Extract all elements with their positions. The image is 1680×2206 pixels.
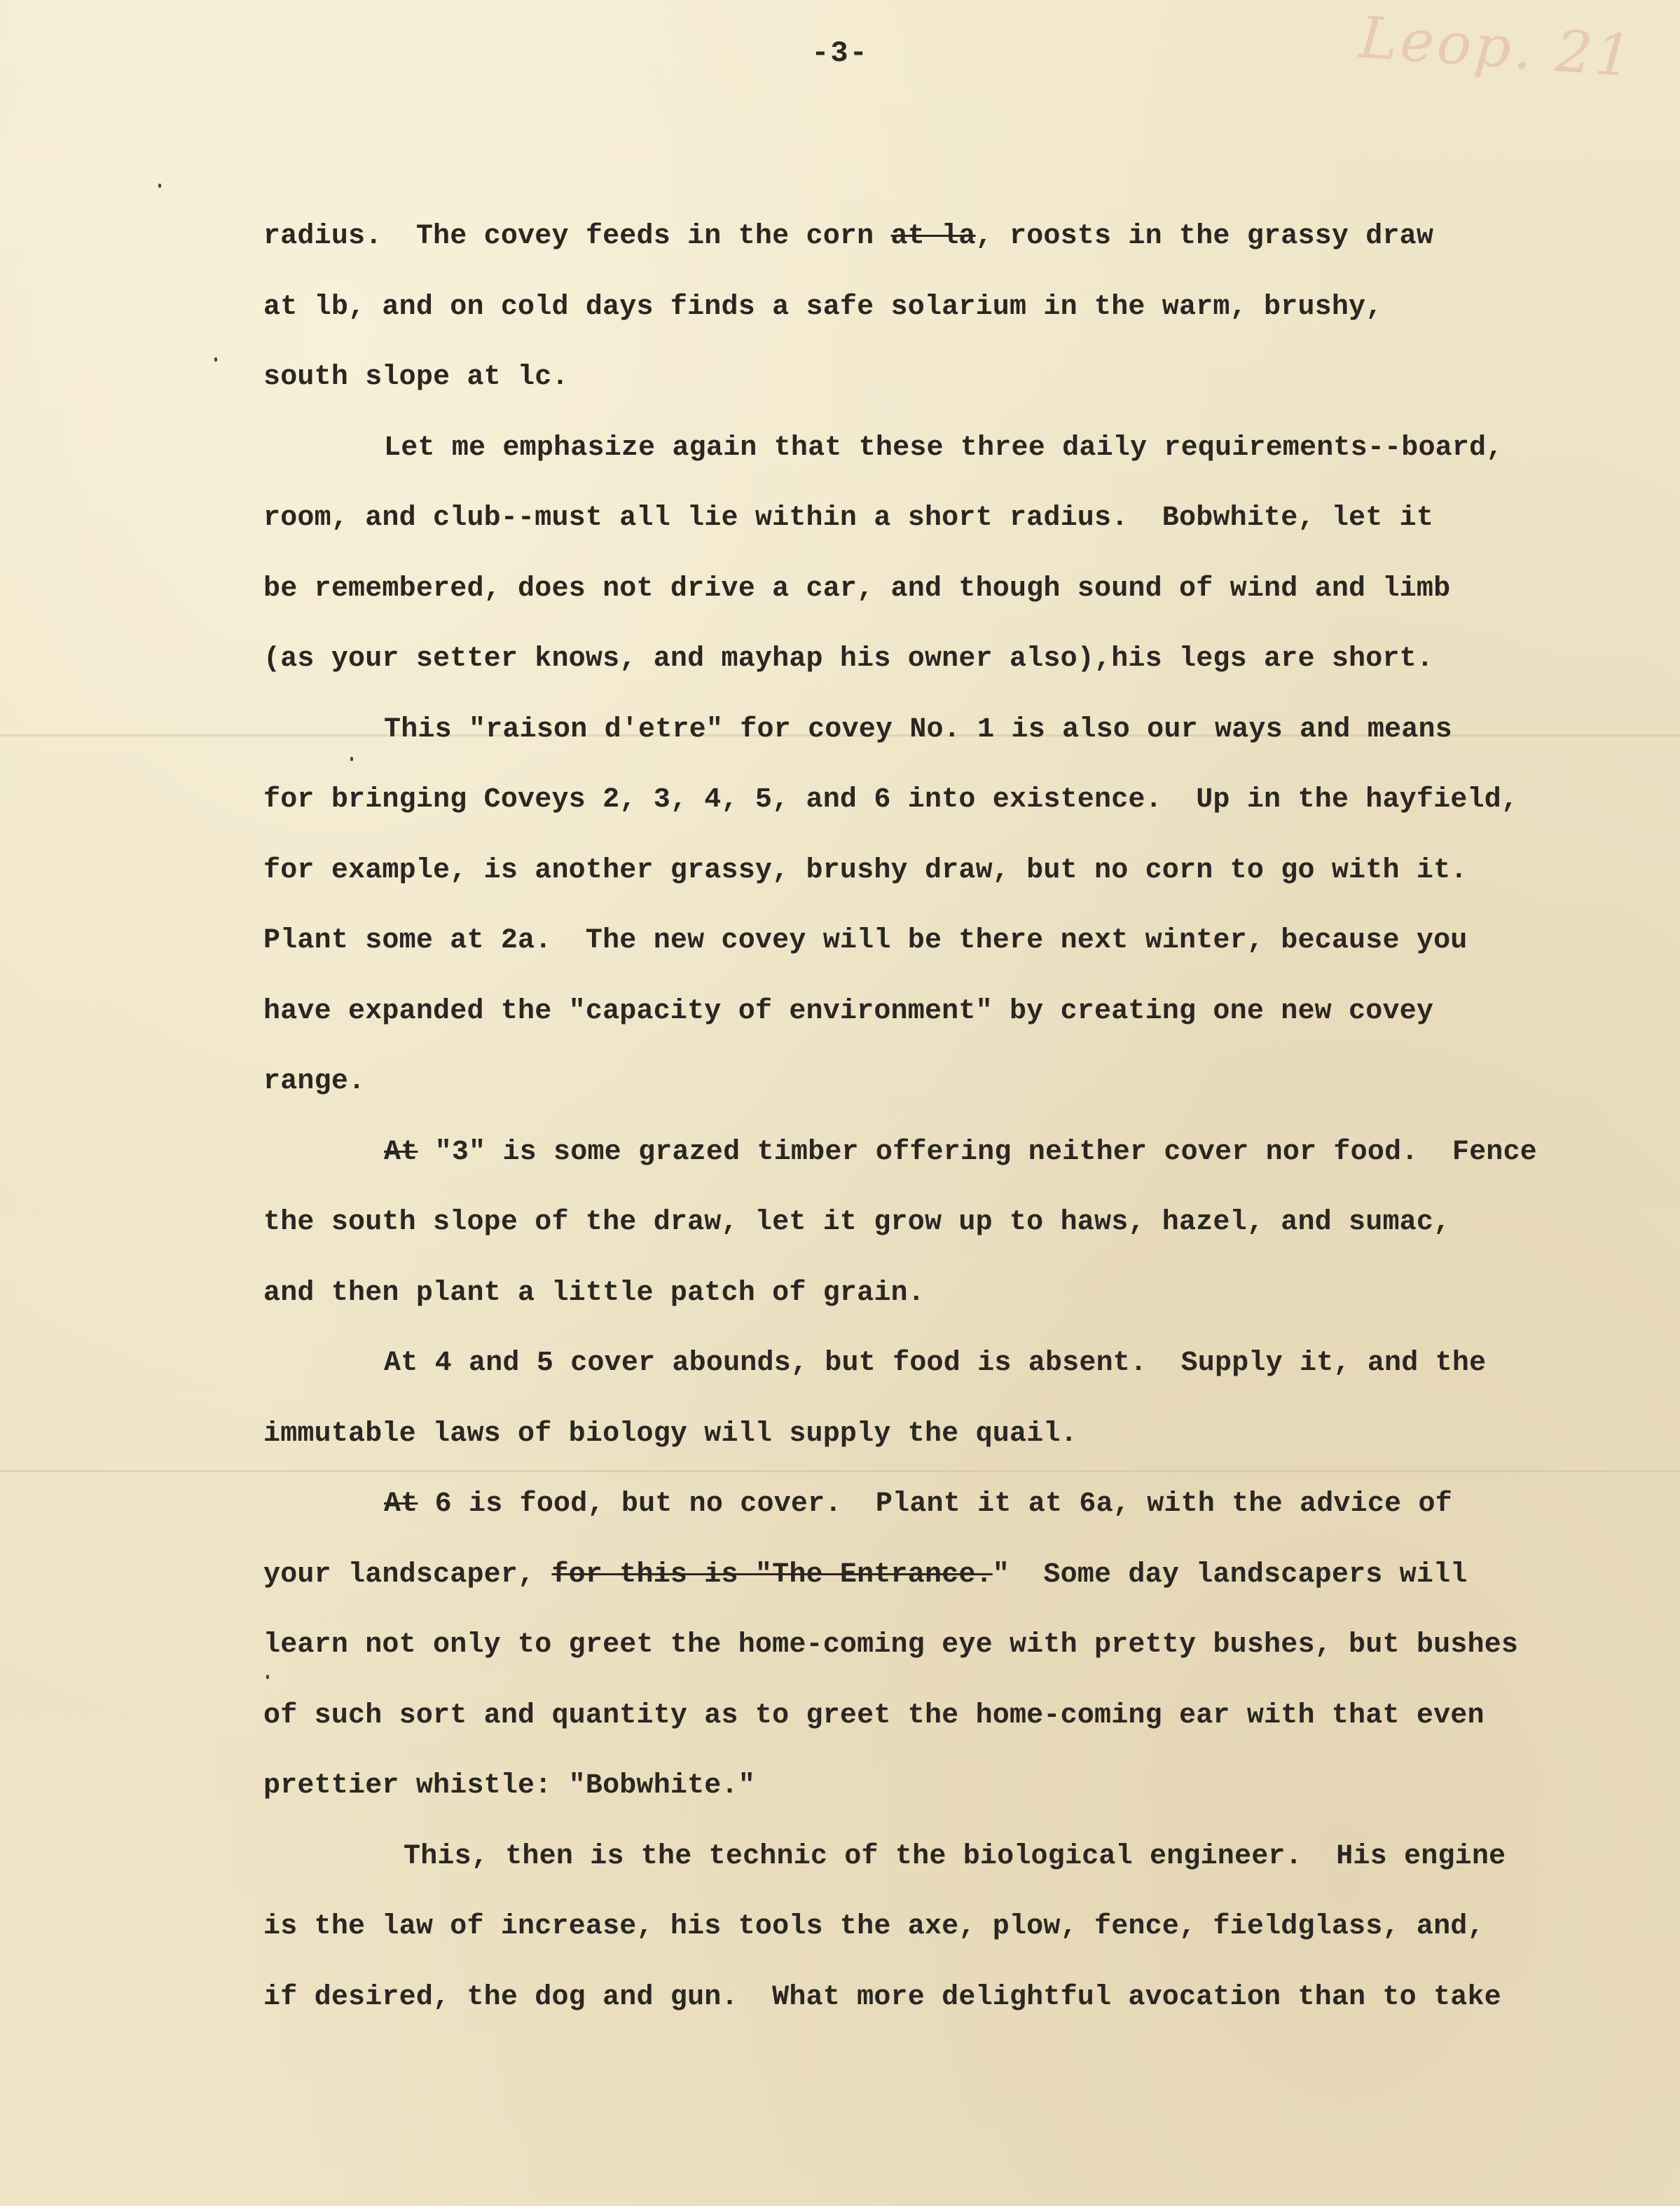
text-segment: Plant some at 2a. The new covey will be there next winter, because you (263, 925, 1468, 957)
text-segment: for example, is another grassy, brushy draw, but no corn to go with it. (263, 854, 1468, 886)
text-line (263, 1061, 1581, 1132)
text-line (263, 709, 1581, 780)
text-line (263, 1343, 1581, 1413)
text-line (263, 287, 1581, 357)
text-line (263, 1624, 1581, 1695)
struck-text: At (384, 1136, 418, 1168)
text-segment: , roosts in the grassy draw (975, 221, 1434, 252)
text-segment: room, and club--must all lie within a short radius. Bobwhite, let it (263, 502, 1434, 534)
text-segment: is the law of increase, his tools the axe, plow, fence, fieldglass, and, (263, 1911, 1485, 1943)
text-line (263, 427, 1581, 498)
text-segment: "3" is some grazed timber offering neither cover nor food. Fence (418, 1136, 1537, 1168)
text-line (263, 638, 1581, 709)
text-segment: at lb, and on cold days finds a safe solarium in the warm, brushy, (263, 291, 1383, 323)
text-segment: This "raison d'etre" for covey No. 1 is also our ways and means (384, 713, 1452, 746)
struck-text: for this is "The Entrance. (551, 1558, 993, 1591)
text-segment: the south slope of the draw, let it grow up to haws, hazel, and sumac, (263, 1207, 1451, 1238)
text-segment: have expanded the "capacity of environment" by creating one new covey (263, 995, 1434, 1027)
text-line (263, 1906, 1581, 1977)
text-segment: At 4 and 5 cover abounds, but food is absent. Supply it, and the (384, 1348, 1487, 1379)
text-segment: south slope at lc. (263, 362, 569, 393)
page-number: -3- (811, 36, 869, 70)
ink-speck (214, 357, 217, 362)
text-segment: learn not only to greet the home-coming eye with pretty bushes, but bushes (263, 1629, 1519, 1661)
text-segment: for bringing Coveys 2, 3, 4, 5, and 6 into existence. Up in the hayfield, (263, 784, 1519, 816)
text-line (263, 1765, 1581, 1836)
text-segment: (as your setter knows, and mayhap his owner also),his legs are short. (263, 643, 1434, 675)
text-segment: radius. The covey feeds in the corn (263, 221, 891, 252)
handwritten-annotation: Leop. 21 (1357, 4, 1637, 90)
text-line (263, 779, 1581, 850)
text-line (263, 568, 1581, 639)
text-line (263, 216, 1581, 287)
typed-body-text (263, 216, 1581, 2047)
text-segment: This, then is the technic of the biological engineer. His engine (404, 1840, 1506, 1872)
text-line (263, 1695, 1581, 1766)
text-line (263, 1977, 1581, 2048)
text-line (263, 1836, 1581, 1907)
text-line (263, 991, 1581, 1062)
ink-speck (158, 184, 161, 188)
text-line (263, 357, 1581, 427)
text-line (263, 1132, 1581, 1203)
text-segment: " Some day landscapers will (992, 1558, 1468, 1591)
text-line (263, 1202, 1581, 1273)
text-segment: 6 is food, but no cover. Plant it at 6a, with the advice of (418, 1488, 1452, 1520)
text-segment: range. (263, 1066, 366, 1097)
text-segment: if desired, the dog and gun. What more delightful avocation than to take (263, 1981, 1501, 2013)
text-segment: be remembered, does not drive a car, and though sound of wind and limb (263, 573, 1451, 605)
text-segment: immutable laws of biology will supply the quail. (263, 1418, 1077, 1450)
text-segment: of such sort and quantity as to greet the home-coming ear with that even (263, 1699, 1485, 1732)
text-line (263, 1484, 1581, 1554)
text-line (263, 1413, 1581, 1484)
text-segment: and then plant a little patch of grain. (263, 1277, 925, 1309)
text-line (263, 498, 1581, 568)
text-line (263, 1554, 1581, 1625)
text-segment: Let me emphasize again that these three daily requirements--board, (384, 432, 1503, 464)
struck-text: At (384, 1488, 418, 1520)
text-segment: prettier whistle: "Bobwhite." (263, 1770, 755, 1802)
text-line (263, 1273, 1581, 1343)
struck-text: at la (890, 221, 976, 252)
text-line (263, 850, 1581, 921)
text-segment: your landscaper, (263, 1558, 552, 1591)
text-line (263, 920, 1581, 991)
